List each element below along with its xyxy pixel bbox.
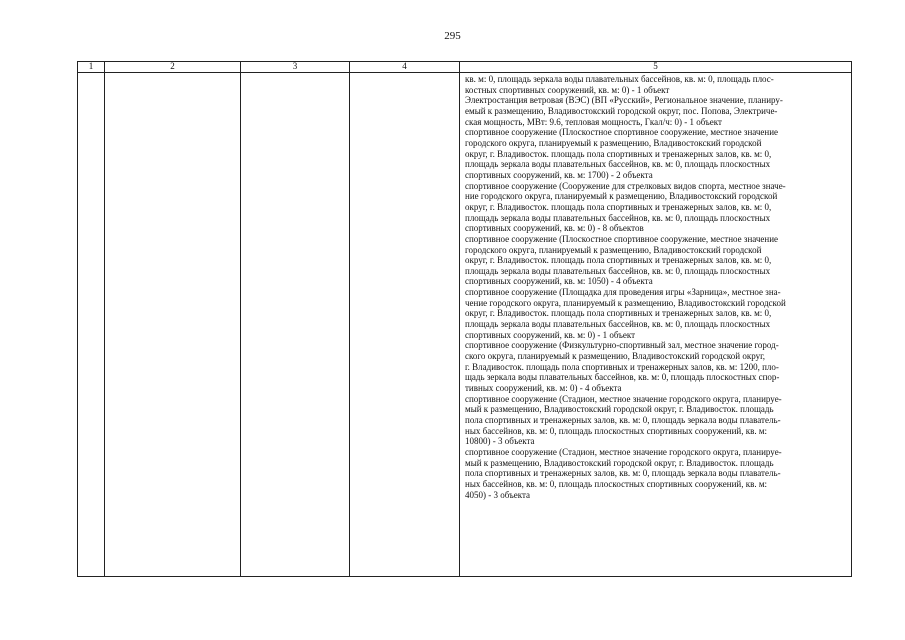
text-line: спортивное сооружение (Стадион, местное значение городского округа, планируе-	[465, 446, 782, 457]
text-line: округ, г. Владивосток. площадь пола спортивных и тренажерных залов, кв. м: 0,	[465, 255, 772, 266]
column-header-4: 4	[350, 62, 460, 73]
cell-col-3	[241, 73, 350, 577]
text-line: ных бассейнов, кв. м: 0, площадь плоскостных спортивных сооружений, кв. м:	[465, 478, 768, 489]
cell-col-4	[350, 73, 460, 577]
text-line: 10800) - 3 объекта	[465, 436, 535, 447]
table-row	[78, 73, 852, 577]
text-line: спортивное сооружение (Стадион, местное значение городского округа, планируе-	[465, 393, 782, 404]
document-table	[77, 61, 852, 577]
text-line: пола спортивных и тренажерных залов, кв. м: 0, площадь зеркала воды плаватель-	[465, 468, 781, 479]
text-line: площадь зеркала воды плавательных бассейнов, кв. м: 0, площадь плоскостных	[465, 212, 771, 223]
text-line: округ, г. Владивосток. площадь пола спортивных и тренажерных залов, кв. м: 0,	[465, 201, 772, 212]
text-line: емый к размещению, Владивостокский городской округ, пос. Попова, Электриче-	[465, 105, 778, 116]
text-line: спортивных сооружений, кв. м: 1050) - 4 объекта	[465, 276, 653, 287]
text-line: кв. м: 0, площадь зеркала воды плавательных бассейнов, кв. м: 0, площадь плос-	[465, 74, 774, 84]
text-line: округ, г. Владивосток. площадь пола спортивных и тренажерных залов, кв. м: 0,	[465, 148, 772, 159]
text-line: костных спортивных сооружений, кв. м: 0) - 1 объект	[465, 84, 670, 95]
text-line: спортивное сооружение (Плоскостное спортивное сооружение, местное значение	[465, 233, 779, 244]
text-line: мый к размещению, Владивостокский городской округ, г. Владивосток. площадь	[465, 457, 774, 468]
text-line: спортивное сооружение (Плоскостное спортивное сооружение, местное значение	[465, 127, 779, 138]
text-line: площадь зеркала воды плавательных бассейнов, кв. м: 0, площадь плоскостных	[465, 159, 771, 170]
text-line: спортивных сооружений, кв. м: 0) - 1 объект	[465, 329, 636, 340]
text-line: ние городского округа, планируемый к размещению, Владивостокский городской	[465, 191, 778, 202]
text-line: площадь зеркала воды плавательных бассейнов, кв. м: 0, площадь плоскостных	[465, 319, 771, 330]
text-line: спортивное сооружение (Площадка для проведения игры «Зарница», местное зна-	[465, 287, 781, 298]
text-line: щадь зеркала воды плавательных бассейнов, кв. м: 0, площадь плоскостных спор-	[465, 372, 780, 383]
text-line: ского округа, планируемый к размещению, Владивостокский городской округ,	[465, 351, 766, 362]
column-header-3: 3	[241, 62, 350, 73]
text-line: городского округа, планируемый к размещению, Владивостокский городской	[465, 137, 762, 148]
cell-col-5-objects-list	[460, 73, 852, 577]
text-line: Электростанция ветровая (ВЭС) (ВП «Русский», Региональное значение, планиру-	[465, 95, 783, 106]
text-line: спортивное сооружение (Сооружение для стрелковых видов спорта, местное значе-	[465, 180, 786, 191]
text-line: ных бассейнов, кв. м: 0, площадь плоскостных спортивных сооружений, кв. м:	[465, 425, 768, 436]
column-header-2: 2	[105, 62, 241, 73]
text-line: площадь зеркала воды плавательных бассейнов, кв. м: 0, площадь плоскостных	[465, 265, 771, 276]
column-header-5: 5	[460, 62, 852, 73]
text-line: тивных сооружений, кв. м: 0) - 4 объекта	[465, 383, 622, 394]
table-header-row	[78, 62, 852, 73]
text-line: мый к размещению, Владивостокский городской округ, г. Владивосток. площадь	[465, 404, 774, 415]
text-line: чение городского округа, планируемый к размещению, Владивостокский городской	[465, 297, 786, 308]
text-line: пола спортивных и тренажерных залов, кв. м: 0, площадь зеркала воды плаватель-	[465, 415, 781, 425]
text-line: округ, г. Владивосток. площадь пола спортивных и тренажерных залов, кв. м: 0,	[465, 308, 772, 319]
text-line: спортивных сооружений, кв. м: 0) - 8 объектов	[465, 223, 644, 234]
cell-col-1	[78, 73, 105, 577]
text-line: городского округа, планируемый к размещению, Владивостокский городской	[465, 244, 762, 255]
text-line: спортивных сооружений, кв. м: 1700) - 2 объекта	[465, 169, 653, 180]
page-number: 295	[444, 30, 461, 42]
text-line: ская мощность, МВт: 9.6, тепловая мощность, Гкал/ч: 0) - 1 объект	[465, 116, 722, 127]
text-line: 4050) - 3 объекта	[465, 489, 531, 500]
cell-col-2	[105, 73, 241, 577]
column-header-1: 1	[78, 62, 105, 73]
text-line: г. Владивосток. площадь пола спортивных и тренажерных залов, кв. м: 1200, пло-	[465, 361, 779, 372]
text-line: спортивное сооружение (Физкультурно-спортивный зал, местное значение город-	[465, 340, 779, 351]
